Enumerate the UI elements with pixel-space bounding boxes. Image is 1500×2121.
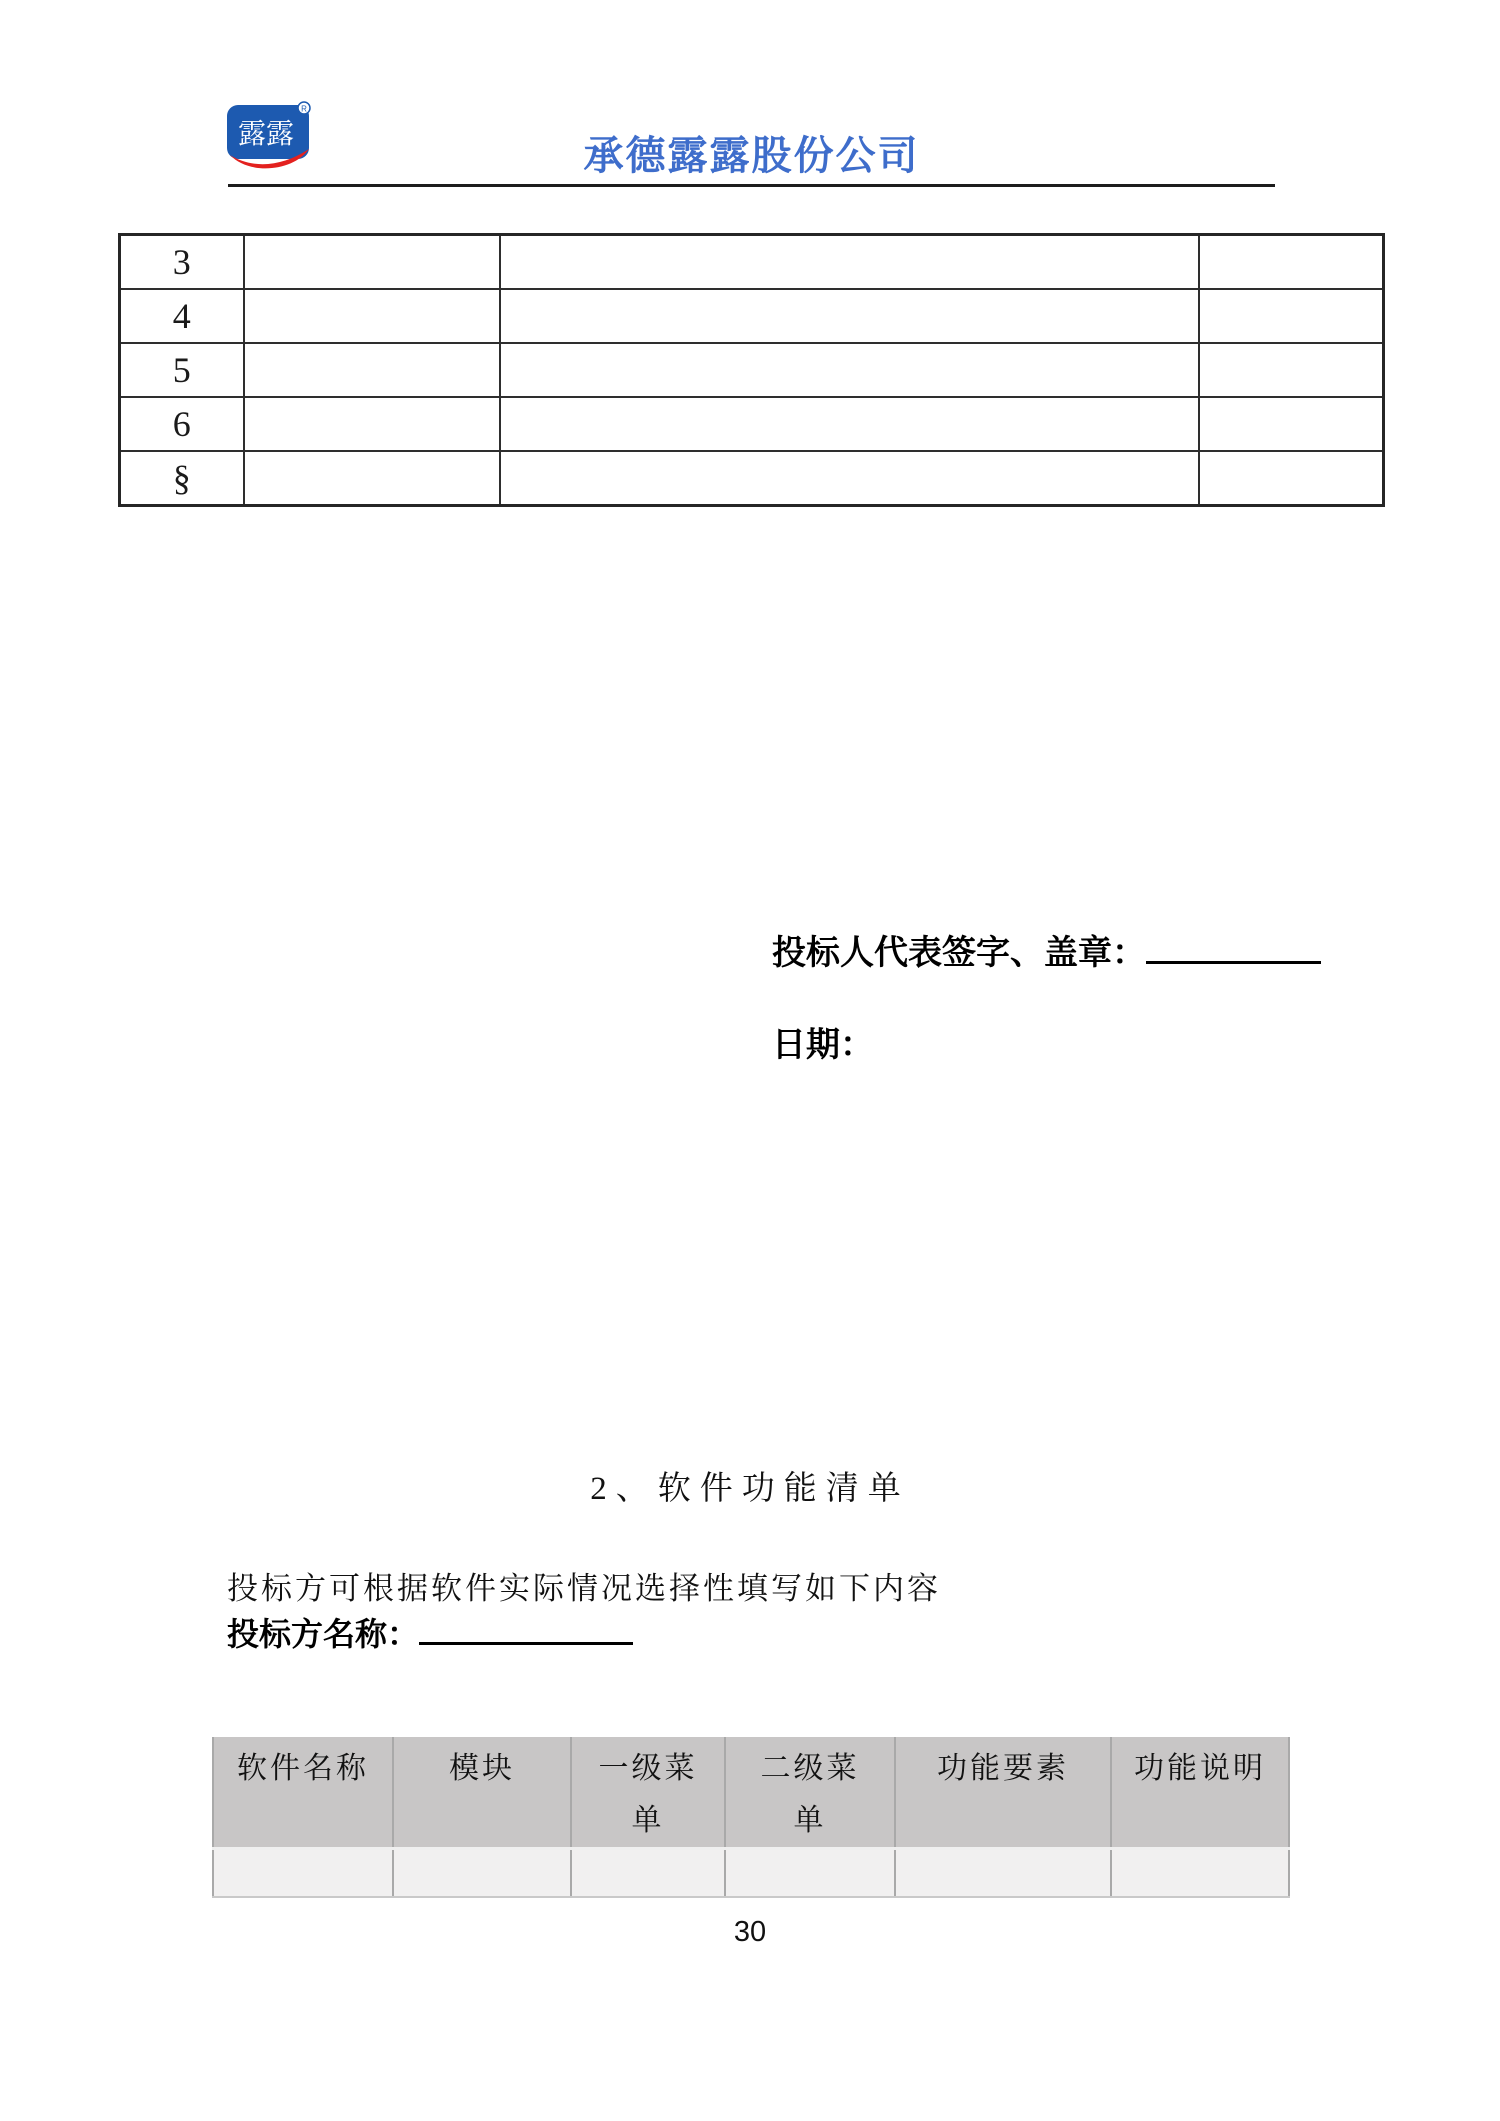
column-header: 二级菜单 [725, 1737, 895, 1849]
table-row [120, 451, 1384, 506]
empty-cell [213, 1849, 393, 1898]
empty-cell [1199, 451, 1384, 506]
row-number-cell: § [120, 451, 244, 506]
row-number-cell: 3 [120, 235, 244, 290]
function-table-empty-row [213, 1849, 1289, 1898]
numbered-items-table [118, 233, 1385, 507]
column-header: 模块 [393, 1737, 571, 1849]
column-header: 一级菜单 [571, 1737, 725, 1849]
empty-cell [244, 397, 500, 451]
row-number-cell: 4 [120, 289, 244, 343]
empty-cell [571, 1849, 725, 1898]
empty-cell [895, 1849, 1111, 1898]
column-header: 功能说明 [1111, 1737, 1289, 1849]
empty-cell [725, 1849, 895, 1898]
empty-cell [1111, 1849, 1289, 1898]
column-header: 功能要素 [895, 1737, 1111, 1849]
empty-cell [500, 289, 1199, 343]
empty-cell [1199, 235, 1384, 290]
column-header: 软件名称 [213, 1737, 393, 1849]
empty-cell [500, 343, 1199, 397]
empty-cell [244, 289, 500, 343]
empty-cell [500, 397, 1199, 451]
empty-cell [244, 451, 500, 506]
row-number-cell: 5 [120, 343, 244, 397]
empty-cell [393, 1849, 571, 1898]
bidder-name-row [227, 1606, 633, 1656]
empty-cell [1199, 343, 1384, 397]
bidder-name-label: 投标方名称： [227, 1616, 420, 1652]
empty-cell [244, 235, 500, 290]
section-heading: 2、软件功能清单 [590, 1471, 910, 1507]
bidder-name-blank-line [419, 1606, 633, 1645]
row-number-cell: 6 [120, 397, 244, 451]
logo-text: 露露 [237, 119, 295, 150]
empty-cell [1199, 397, 1384, 451]
function-table-header-row [213, 1737, 1289, 1849]
table-row [120, 397, 1384, 451]
software-function-table [212, 1737, 1290, 1898]
table-row [120, 289, 1384, 343]
header-divider-line [228, 184, 1275, 187]
section-note: 投标方可根据软件实际情况选择性填写如下内容 [227, 1571, 941, 1606]
page-number: 30 [733, 1916, 767, 1948]
table-row [120, 343, 1384, 397]
date-label: 日期： [772, 1026, 874, 1064]
signature-row [772, 925, 1321, 976]
table-row [120, 235, 1384, 290]
registered-mark-letter: R [301, 104, 307, 114]
signature-blank-line [1146, 925, 1321, 964]
empty-cell [244, 343, 500, 397]
empty-cell [500, 235, 1199, 290]
signature-label: 投标人代表签字、盖章： [772, 934, 1146, 972]
empty-cell [500, 451, 1199, 506]
empty-cell [1199, 289, 1384, 343]
company-title: 承德露露股份公司 [583, 134, 920, 178]
